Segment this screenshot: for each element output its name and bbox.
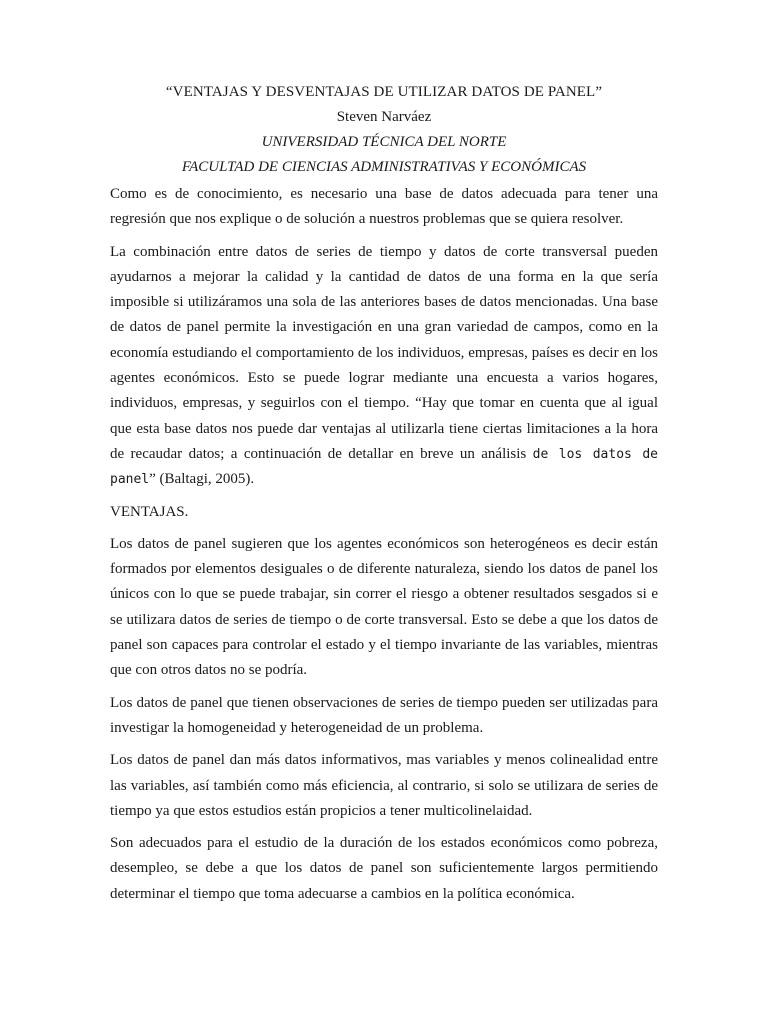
paragraph-combination-citation: ” (Baltagi, 2005).	[149, 471, 255, 488]
paragraph-duration: Son adecuados para el estudio de la duración de los estados económicos como pobreza, desempleo, se debe a que los datos de panel son suficientemente largos permitiendo determinar el tiempo que toma adecuarse a cambios en la política económica.	[110, 835, 658, 902]
paragraph-informative: Los datos de panel dan más datos informativos, mas variables y menos colinealidad entre las variables, así también como más eficiencia, al contrario, si solo se utilizara de series de tiempo ya que estos estudios están propicios a tener multicolinelaidad.	[110, 752, 658, 819]
paragraph-combination-text: La combinación entre datos de series de tiempo y datos de corte transversal pueden ayudarnos a mejorar la calidad y la cantidad de datos de una forma en la que sería imposible si utilizáramos una sola de las anteriores bases de datos mencionadas. Una base de datos de panel permite la investigación en una gran variedad de campos, como en la economía estudiando el comportamiento de los individuos, empresas, países es decir en los agentes económicos. Esto se puede lograr mediante una encuesta a varios hogares, individuos, empresas, y seguirlos con el tiempo. “Hay que tomar en cuenta que al igual que esta base datos nos puede dar ventajas al utilizarla tiene ciertas limitaciones a la hora de recaudar datos; a continuación de detallar en breve un análisis	[110, 243, 658, 462]
paragraph-intro: Como es de conocimiento, es necesario una base de datos adecuada para tener una regresión que nos explique o de solución a nuestros problemas que se quiera resolver.	[110, 186, 658, 228]
paragraph-heterogeneity: Los datos de panel sugieren que los agentes económicos son heterogéneos es decir están formados por elementos desiguales o de diferente naturaleza, siendo los datos de panel los únicos con lo que se puede trabajar, sin correr el riesgo a obtener resultados sesgados si e se utilizara datos de series de tiempo o de corte transversal. Esto se debe a que los datos de panel son capaces para controlar el estado y el tiempo invariante de las variables, mientras que con otros datos no se podría.	[110, 535, 658, 679]
paragraph-observations: Los datos de panel que tienen observaciones de series de tiempo pueden ser utilizadas para investigar la homogeneidad y heterogeneidad de un problema.	[110, 694, 658, 736]
faculty-name: FACULTAD DE CIENCIAS ADMINISTRATIVAS Y ECONÓMICAS	[181, 159, 587, 175]
document-title: “VENTAJAS Y DESVENTAJAS DE UTILIZAR DATOS DE PANEL”	[165, 84, 603, 100]
author-name: Steven Narváez	[336, 109, 432, 125]
document-page	[110, 80, 658, 914]
university-name: UNIVERSIDAD TÉCNICA DEL NORTE	[261, 134, 507, 150]
section-heading-ventajas: VENTAJAS.	[110, 503, 189, 520]
paragraph-combination-mono: de los datos de panel	[110, 446, 658, 488]
paragraph-combination	[110, 240, 658, 493]
